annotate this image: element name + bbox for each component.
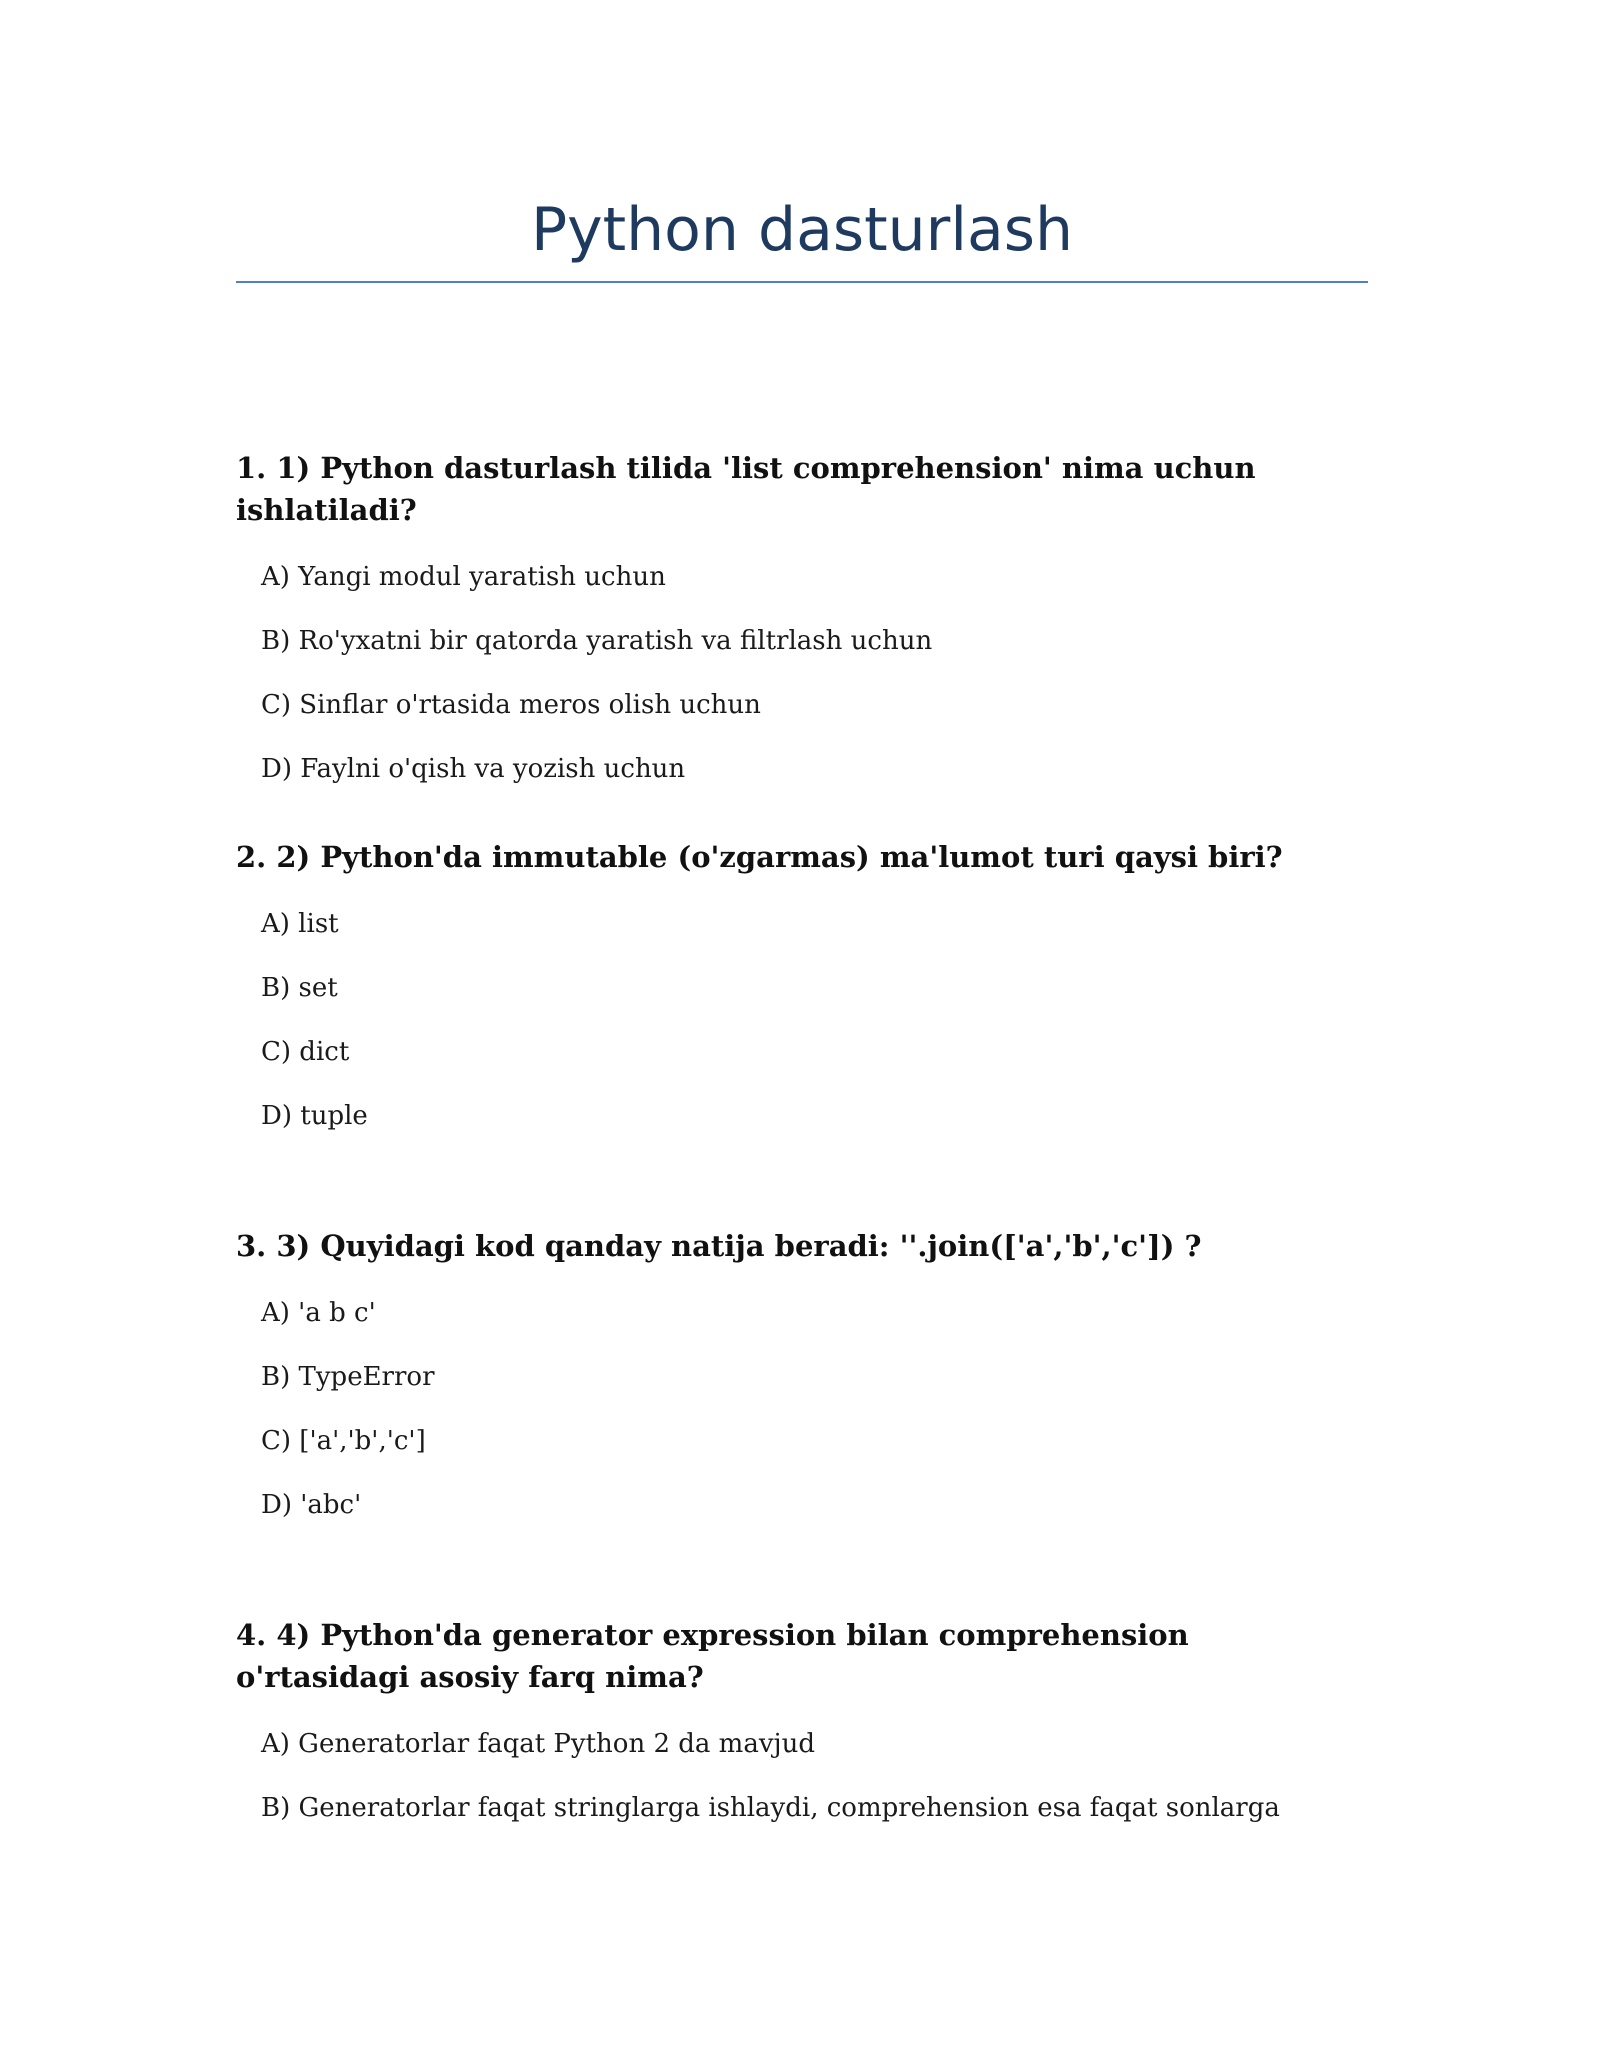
options-list bbox=[236, 1281, 1368, 1537]
option-b: B) TypeError bbox=[261, 1362, 435, 1392]
options-list bbox=[236, 1712, 1368, 1840]
option-c: C) dict bbox=[261, 1037, 350, 1067]
option-a: A) list bbox=[261, 909, 339, 939]
document-title: Python dasturlash bbox=[530, 195, 1074, 265]
question-1 bbox=[236, 447, 1368, 801]
question-text: 2. 2) Python'da immutable (o'zgarmas) ma'lumot turi qaysi biri? bbox=[236, 840, 1283, 874]
option-a: A) 'a b c' bbox=[261, 1298, 376, 1328]
question-text: 3. 3) Quyidagi kod qanday natija beradi: ''.join(['a','b','c']) ? bbox=[236, 1229, 1202, 1263]
question-3 bbox=[236, 1225, 1368, 1537]
option-a: A) Generatorlar faqat Python 2 da mavjud bbox=[261, 1729, 815, 1759]
option-b: B) Generatorlar faqat stringlarga ishlaydi, comprehension esa faqat sonlarga bbox=[261, 1793, 1280, 1823]
question-text: 1. 1) Python dasturlash tilida 'list comprehension' nima uchun ishlatiladi? bbox=[236, 451, 1256, 527]
options-list bbox=[236, 545, 1368, 801]
option-c: C) ['a','b','c'] bbox=[261, 1426, 426, 1456]
question-text: 4. 4) Python'da generator expression bilan comprehension o'rtasidagi asosiy farq nima? bbox=[236, 1618, 1189, 1694]
option-c: C) Sinflar o'rtasida meros olish uchun bbox=[261, 690, 761, 720]
question-2 bbox=[236, 836, 1368, 1148]
option-d: D) Faylni o'qish va yozish uchun bbox=[261, 754, 686, 784]
options-list bbox=[236, 892, 1368, 1148]
title-underline bbox=[236, 281, 1368, 283]
option-a: A) Yangi modul yaratish uchun bbox=[261, 562, 666, 592]
question-4 bbox=[236, 1614, 1368, 1840]
option-d: D) 'abc' bbox=[261, 1490, 362, 1520]
option-b: B) Ro'yxatni bir qatorda yaratish va filtrlash uchun bbox=[261, 626, 933, 656]
option-b: B) set bbox=[261, 973, 338, 1003]
option-d: D) tuple bbox=[261, 1101, 368, 1131]
